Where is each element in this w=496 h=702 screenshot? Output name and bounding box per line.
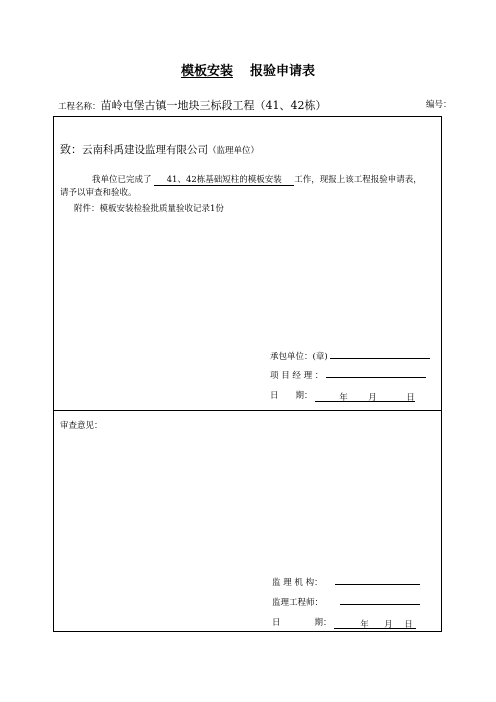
application-date-line: [315, 391, 415, 402]
supervision-org-line: [335, 584, 420, 585]
application-date-label: 日 期：: [270, 391, 313, 401]
application-day: 日: [406, 393, 415, 403]
supervisor-suffix: （监理单位）: [208, 146, 260, 156]
engineer-signature-line: [340, 604, 420, 605]
application-year: 年: [339, 393, 348, 403]
form-title: [0, 60, 496, 79]
supervisor-company: 云南科禹建设监理有限公司: [82, 144, 208, 156]
form-table: [53, 116, 442, 632]
review-opinion-label: 审查意见：: [60, 421, 103, 431]
project-name: 苗岭屯堡古镇一地块三标段工程（41、42栋）: [100, 99, 327, 112]
addressee-row: [60, 141, 259, 157]
contractor-label: 承包单位：(章): [270, 352, 328, 362]
review-month: 月: [384, 620, 393, 630]
attachment-line: 附件：模板安装检验批质量验收记录1份: [74, 204, 224, 214]
application-month: 月: [368, 393, 377, 403]
completion-suffix: 工作，现报上该工程报验申请表，: [294, 175, 422, 185]
to-label: 致：: [60, 143, 82, 156]
title-part2: 报验申请表: [250, 64, 316, 79]
number-label: 编号：: [426, 100, 452, 110]
engineer-row: [272, 596, 420, 608]
project-name-row: [58, 97, 327, 113]
pm-signature-line: [326, 377, 426, 378]
completion-prefix: 我单位已完成了: [92, 175, 152, 185]
contractor-signature-line: [330, 358, 430, 359]
completion-line: [92, 173, 422, 186]
section-divider: [54, 410, 441, 411]
engineer-label: 监理工程师：: [272, 598, 324, 608]
work-item: 41、42栋基础短柱的模板安装: [154, 173, 294, 186]
supervision-org-row: [272, 576, 420, 588]
project-label: 工程名称：: [58, 102, 101, 112]
review-date-line: [334, 618, 416, 629]
review-date-label: 日 期：: [272, 618, 332, 628]
supervision-org-label: 监 理 机 构：: [272, 578, 323, 588]
application-date-row: [270, 389, 415, 402]
review-request-line: 请予以审查和验收。: [60, 188, 137, 198]
title-part1: 模板安装: [180, 64, 233, 79]
review-date-row: [272, 616, 416, 629]
contractor-row: [270, 350, 430, 362]
review-year: 年: [360, 620, 369, 630]
review-day: 日: [404, 620, 413, 630]
pm-row: [270, 369, 426, 381]
pm-label: 项 目 经 理 ：: [270, 371, 324, 381]
